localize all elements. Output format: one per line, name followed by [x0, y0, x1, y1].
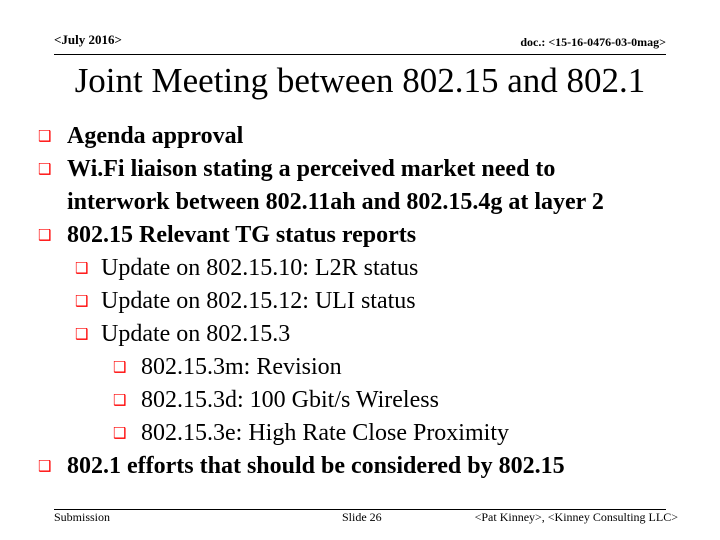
slide-title: Joint Meeting between 802.15 and 802.1 — [74, 61, 646, 100]
bullet-text: Update on 802.15.12: ULI status — [101, 288, 416, 314]
footer-submission: Submission — [54, 510, 111, 524]
hollow-square-bullet-icon: ❑ — [113, 391, 127, 409]
hollow-square-bullet-icon: ❑ — [38, 127, 52, 145]
sub-bullet-item — [0, 252, 720, 285]
sub-sub-bullet-item — [0, 417, 720, 450]
footer-slide-number: Slide 26 — [342, 510, 382, 524]
bullet-text: 802.15 Relevant TG status reports — [67, 222, 417, 248]
bullet-text: Update on 802.15.3 — [101, 321, 291, 347]
bullet-text: 802.15.3e: High Rate Close Proximity — [141, 420, 509, 446]
sub-bullet-item — [0, 285, 720, 318]
bullet-item — [0, 450, 720, 483]
header-doc-number: doc.: <15-16-0476-03-0mag> — [520, 35, 666, 49]
hollow-square-bullet-icon: ❑ — [38, 226, 52, 244]
footer-author: <Pat Kinney>, <Kinney Consulting LLC> — [474, 510, 678, 524]
sub-sub-bullet-item — [0, 351, 720, 384]
bullet-text: Wi.Fi liaison stating a perceived market need to — [67, 156, 556, 182]
hollow-square-bullet-icon: ❑ — [113, 358, 127, 376]
bullet-text: 802.15.3d: 100 Gbit/s Wireless — [141, 387, 439, 413]
sub-bullet-item — [0, 318, 720, 351]
hollow-square-bullet-icon: ❑ — [38, 160, 52, 178]
bullet-text: 802.15.3m: Revision — [141, 354, 342, 380]
sub-sub-bullet-item — [0, 384, 720, 417]
bullet-text: Update on 802.15.10: L2R status — [101, 255, 419, 281]
bullet-item — [0, 120, 720, 153]
hollow-square-bullet-icon: ❑ — [75, 292, 89, 310]
bullet-text: Agenda approval — [67, 123, 244, 149]
bullet-item — [0, 153, 720, 186]
hollow-square-bullet-icon: ❑ — [113, 424, 127, 442]
bullet-text: interwork between 802.11ah and 802.15.4g at layer 2 — [67, 189, 604, 215]
hollow-square-bullet-icon: ❑ — [75, 259, 89, 277]
hollow-square-bullet-icon: ❑ — [75, 325, 89, 343]
bullet-item — [0, 219, 720, 252]
header-date: <July 2016> — [54, 32, 122, 47]
bullet-text: 802.1 efforts that should be considered by 802.15 — [67, 453, 565, 479]
bullet-continuation — [0, 186, 720, 219]
header-divider — [54, 54, 666, 55]
hollow-square-bullet-icon: ❑ — [38, 457, 52, 475]
bullet-list — [0, 120, 720, 483]
